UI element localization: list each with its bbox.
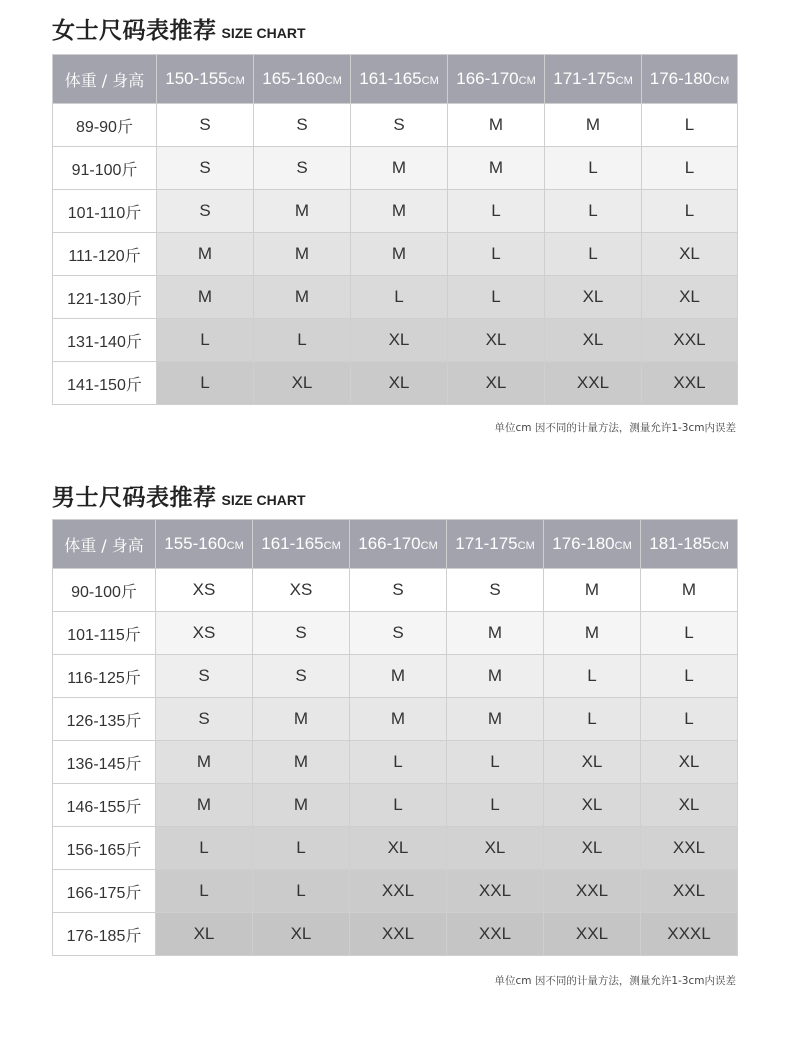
- men-height-header: [544, 520, 641, 569]
- size-cell: S: [350, 569, 447, 612]
- height-range: 161-165: [359, 69, 422, 88]
- size-cell: XXL: [447, 870, 544, 913]
- size-cell: L: [156, 870, 253, 913]
- height-unit: CM: [226, 540, 244, 552]
- size-cell: XXL: [544, 913, 641, 956]
- men-header-row: [53, 520, 738, 569]
- size-cell: XL: [642, 276, 738, 319]
- size-cell: S: [157, 190, 254, 233]
- height-range: 176-180: [552, 534, 615, 553]
- men-height-header: [253, 520, 350, 569]
- height-range: 165-160: [262, 69, 325, 88]
- size-cell: M: [253, 698, 350, 741]
- weight-cell: 156-165斤: [53, 827, 156, 870]
- height-unit: CM: [712, 75, 730, 87]
- men-height-header: [350, 520, 447, 569]
- size-cell: L: [254, 319, 351, 362]
- size-cell: L: [253, 827, 350, 870]
- table-row: [53, 190, 738, 233]
- men-title-en: SIZE CHART: [221, 492, 306, 508]
- size-cell: L: [545, 190, 642, 233]
- height-unit: CM: [615, 75, 633, 87]
- size-cell: M: [254, 233, 351, 276]
- size-cell: S: [254, 147, 351, 190]
- weight-cell: 101-115斤: [53, 612, 156, 655]
- size-cell: L: [448, 233, 545, 276]
- size-cell: M: [351, 190, 448, 233]
- weight-cell: 121-130斤: [53, 276, 157, 319]
- table-row: [53, 319, 738, 362]
- table-row: [53, 362, 738, 405]
- size-cell: S: [253, 655, 350, 698]
- size-cell: S: [253, 612, 350, 655]
- size-cell: XXL: [545, 362, 642, 405]
- table-row: [53, 104, 738, 147]
- weight-cell: 89-90斤: [53, 104, 157, 147]
- size-cell: M: [157, 233, 254, 276]
- size-cell: L: [641, 612, 738, 655]
- weight-cell: 136-145斤: [53, 741, 156, 784]
- men-corner-header: 体重 / 身高: [53, 520, 156, 569]
- size-cell: XL: [544, 741, 641, 784]
- size-cell: L: [545, 233, 642, 276]
- size-cell: L: [642, 104, 738, 147]
- women-height-header: [254, 55, 351, 104]
- size-cell: XL: [545, 319, 642, 362]
- weight-cell: 111-120斤: [53, 233, 157, 276]
- women-size-table: [52, 54, 738, 405]
- size-cell: L: [350, 784, 447, 827]
- size-cell: L: [641, 698, 738, 741]
- height-unit: CM: [614, 540, 632, 552]
- size-cell: S: [447, 569, 544, 612]
- size-cell: M: [157, 276, 254, 319]
- size-cell: M: [254, 190, 351, 233]
- women-height-header: [351, 55, 448, 104]
- weight-cell: 166-175斤: [53, 870, 156, 913]
- size-cell: M: [447, 655, 544, 698]
- women-height-header: [545, 55, 642, 104]
- size-cell: S: [351, 104, 448, 147]
- men-title: [52, 479, 306, 512]
- height-range: 181-185: [649, 534, 712, 553]
- size-cell: L: [447, 741, 544, 784]
- size-cell: M: [448, 147, 545, 190]
- table-row: [53, 655, 738, 698]
- height-range: 171-175: [553, 69, 616, 88]
- size-cell: XL: [544, 784, 641, 827]
- men-title-cn: 男士尺码表推荐: [52, 485, 217, 511]
- table-row: [53, 913, 738, 956]
- size-cell: M: [253, 741, 350, 784]
- table-row: [53, 698, 738, 741]
- size-cell: XL: [641, 784, 738, 827]
- table-row: [53, 147, 738, 190]
- size-cell: M: [254, 276, 351, 319]
- size-cell: L: [642, 147, 738, 190]
- women-note: 单位cm 因不同的计量方法，测量允许1-3cm内误差: [494, 422, 736, 434]
- weight-cell: 101-110斤: [53, 190, 157, 233]
- size-cell: S: [254, 104, 351, 147]
- size-cell: XL: [642, 233, 738, 276]
- weight-cell: 91-100斤: [53, 147, 157, 190]
- weight-cell: 116-125斤: [53, 655, 156, 698]
- height-unit: CM: [517, 540, 535, 552]
- size-cell: XL: [254, 362, 351, 405]
- size-cell: L: [447, 784, 544, 827]
- size-cell: L: [351, 276, 448, 319]
- height-range: 176-180: [649, 69, 713, 88]
- size-cell: XL: [253, 913, 350, 956]
- size-cell: XL: [641, 741, 738, 784]
- size-cell: M: [544, 569, 641, 612]
- size-cell: XS: [253, 569, 350, 612]
- size-cell: M: [350, 698, 447, 741]
- size-cell: XXL: [641, 870, 738, 913]
- women-height-header: [642, 55, 738, 104]
- size-cell: XXL: [350, 870, 447, 913]
- women-title-en: SIZE CHART: [221, 25, 306, 41]
- size-cell: XL: [350, 827, 447, 870]
- size-cell: XS: [156, 569, 253, 612]
- size-cell: L: [253, 870, 350, 913]
- size-cell: M: [351, 233, 448, 276]
- table-row: [53, 612, 738, 655]
- size-cell: S: [157, 147, 254, 190]
- size-cell: L: [156, 827, 253, 870]
- size-cell: L: [544, 655, 641, 698]
- height-unit: CM: [711, 540, 729, 552]
- size-cell: XS: [156, 612, 253, 655]
- men-height-header: [641, 520, 738, 569]
- table-row: [53, 233, 738, 276]
- height-range: 150-155: [165, 69, 228, 88]
- size-cell: M: [641, 569, 738, 612]
- size-cell: XXL: [641, 827, 738, 870]
- table-row: [53, 741, 738, 784]
- size-cell: M: [545, 104, 642, 147]
- women-header-row: [53, 55, 738, 104]
- size-cell: XXXL: [641, 913, 738, 956]
- height-unit: CM: [421, 75, 439, 87]
- size-cell: L: [448, 276, 545, 319]
- weight-cell: 176-185斤: [53, 913, 156, 956]
- size-cell: M: [156, 741, 253, 784]
- size-cell: M: [351, 147, 448, 190]
- weight-cell: 141-150斤: [53, 362, 157, 405]
- size-cell: S: [157, 104, 254, 147]
- height-unit: CM: [324, 75, 342, 87]
- size-cell: XL: [156, 913, 253, 956]
- height-unit: CM: [518, 75, 536, 87]
- height-range: 155-160: [164, 534, 227, 553]
- size-cell: L: [641, 655, 738, 698]
- size-cell: XXL: [350, 913, 447, 956]
- size-cell: M: [544, 612, 641, 655]
- size-cell: M: [448, 104, 545, 147]
- height-range: 166-170: [456, 69, 519, 88]
- size-cell: M: [253, 784, 350, 827]
- men-height-header: [156, 520, 253, 569]
- size-cell: M: [350, 655, 447, 698]
- height-range: 171-175: [455, 534, 518, 553]
- weight-cell: 90-100斤: [53, 569, 156, 612]
- women-height-header: [448, 55, 545, 104]
- height-range: 166-170: [358, 534, 421, 553]
- size-cell: L: [157, 319, 254, 362]
- size-cell: XXL: [642, 362, 738, 405]
- height-range: 161-165: [261, 534, 324, 553]
- weight-cell: 131-140斤: [53, 319, 157, 362]
- size-cell: M: [156, 784, 253, 827]
- height-unit: CM: [227, 75, 245, 87]
- size-cell: XXL: [447, 913, 544, 956]
- size-cell: M: [447, 612, 544, 655]
- size-cell: XXL: [544, 870, 641, 913]
- size-cell: L: [157, 362, 254, 405]
- men-size-table: [52, 519, 738, 956]
- women-height-header: [157, 55, 254, 104]
- height-unit: CM: [323, 540, 341, 552]
- table-row: [53, 784, 738, 827]
- women-title: [52, 12, 306, 45]
- men-note: 单位cm 因不同的计量方法，测量允许1-3cm内误差: [494, 975, 736, 987]
- weight-cell: 146-155斤: [53, 784, 156, 827]
- size-cell: S: [156, 698, 253, 741]
- women-corner-header: 体重 / 身高: [53, 55, 157, 104]
- size-cell: L: [350, 741, 447, 784]
- size-cell: XL: [447, 827, 544, 870]
- size-cell: S: [350, 612, 447, 655]
- men-height-header: [447, 520, 544, 569]
- size-cell: XL: [448, 362, 545, 405]
- table-row: [53, 827, 738, 870]
- size-cell: XL: [448, 319, 545, 362]
- table-row: [53, 569, 738, 612]
- weight-cell: 126-135斤: [53, 698, 156, 741]
- size-cell: M: [447, 698, 544, 741]
- size-cell: XL: [545, 276, 642, 319]
- size-cell: L: [544, 698, 641, 741]
- size-cell: S: [156, 655, 253, 698]
- size-cell: XL: [544, 827, 641, 870]
- size-cell: XXL: [642, 319, 738, 362]
- women-title-cn: 女士尺码表推荐: [52, 18, 217, 44]
- size-cell: XL: [351, 319, 448, 362]
- height-unit: CM: [420, 540, 438, 552]
- size-cell: L: [545, 147, 642, 190]
- table-row: [53, 870, 738, 913]
- size-cell: XL: [351, 362, 448, 405]
- size-cell: L: [642, 190, 738, 233]
- size-cell: L: [448, 190, 545, 233]
- table-row: [53, 276, 738, 319]
